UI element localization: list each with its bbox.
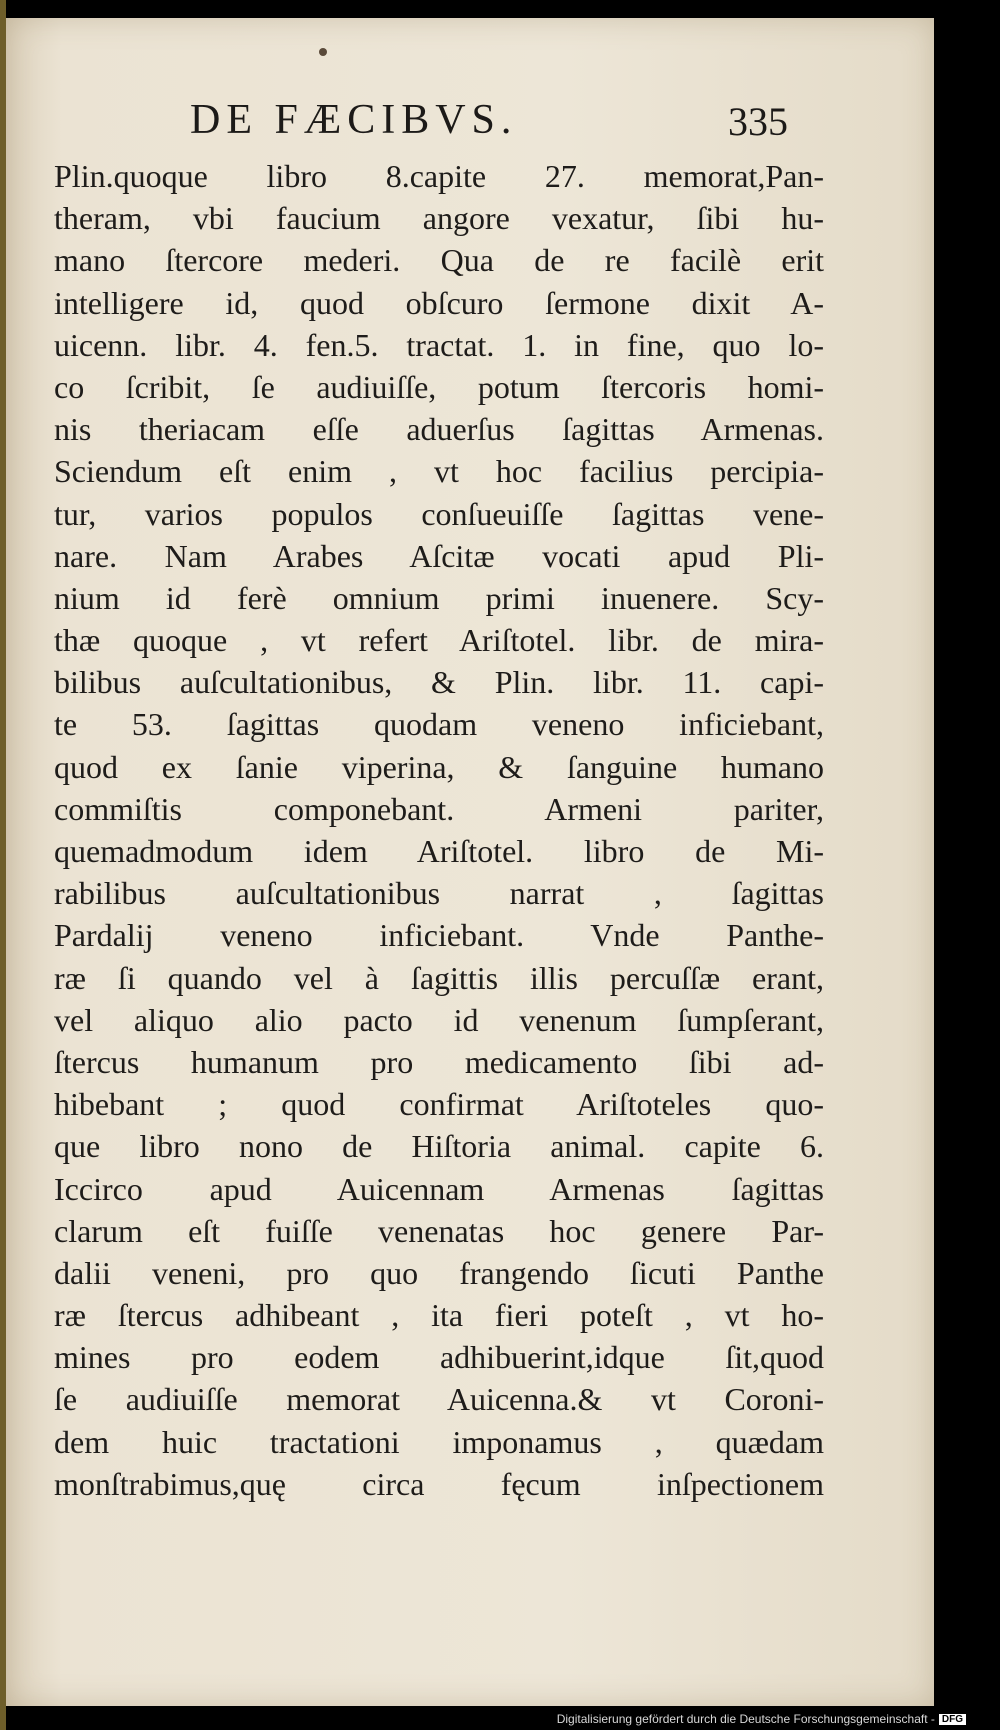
text-line: co ſcribit, ſe audiuiſſe, potum ſtercoris homi- [54, 368, 824, 405]
text-line: bilibus auſcultationibus, & Plin. libr. 11. capi- [54, 664, 824, 701]
text-line: thæ quoque , vt refert Ariſtotel. libr. de mira- [54, 622, 824, 659]
text-line: te 53. ſagittas quodam veneno inficiebant, [54, 706, 824, 743]
text-line: ræ ſi quando vel à ſagittis illis percuſſæ erant, [54, 959, 824, 996]
text-line: quod ex ſanie viperina, & ſanguine humano [54, 748, 824, 785]
text-line: mines pro eodem adhibuerint,idque ſit,quod [54, 1339, 824, 1376]
text-line: nare. Nam Arabes Aſcitæ vocati apud Pli- [54, 537, 824, 574]
text-line: tur, varios populos conſueuiſſe ſagittas vene- [54, 495, 824, 532]
text-line: quemadmodum idem Ariſtotel. libro de Mi- [54, 833, 824, 869]
body-text [54, 155, 824, 1505]
text-line: Pardalij veneno inficiebant. Vnde Panthe- [54, 917, 824, 954]
text-line: intelligere id, quod obſcuro ſermone dixit A- [54, 284, 824, 321]
text-line: clarum eſt fuiſſe venenatas hoc genere Par- [54, 1212, 824, 1249]
text-line: ræ ſtercus adhibeant , ita fieri poteſt , vt ho- [54, 1297, 824, 1334]
text-line: rabilibus auſcultationibus narrat , ſagittas [54, 875, 824, 912]
text-line: dalii veneni, pro quo frangendo ſicuti Panthe [54, 1254, 824, 1291]
text-line: commiſtis componebant. Armeni pariter, [54, 790, 824, 827]
text-line: monſtrabimus,quę circa fęcum inſpectionem [54, 1465, 824, 1502]
running-head: DE FÆCIBVS. [190, 97, 518, 143]
digitization-credit [557, 1712, 966, 1726]
text-line: ſe audiuiſſe memorat Auicenna.& vt Coroni- [54, 1381, 824, 1418]
text-line: vel aliquo alio pacto id venenum ſumpſerant, [54, 1001, 824, 1038]
digitization-credit-text: Digitalisierung gefördert durch die Deutsche Forschungsgemeinschaft - [556, 1712, 935, 1726]
text-line: Plin.quoque libro 8.capite 27. memorat,Pan- [54, 158, 824, 194]
book-page [6, 18, 934, 1706]
text-line: dem huic tractationi imponamus , quædam [54, 1423, 824, 1460]
text-line: que libro nono de Hiſtoria animal. capite 6. [54, 1128, 824, 1165]
text-line: mano ſtercore mederi. Qua de re facilè erit [54, 242, 824, 279]
text-line: hibebant ; quod confirmat Ariſtoteles quo- [54, 1086, 824, 1123]
ink-dot-ornament [319, 48, 327, 56]
text-line: nis theriacam eſſe aduerſus ſagittas Armenas. [54, 411, 824, 448]
text-line: ſtercus humanum pro medicamento ſibi ad- [54, 1043, 824, 1080]
text-line: uicenn. libr. 4. fen.5. tractat. 1. in fine, quo lo- [54, 326, 824, 363]
text-line: theram, vbi faucium angore vexatur, ſibi hu- [54, 200, 824, 237]
dfg-logo: DFG [939, 1714, 966, 1725]
page-number: 335 [728, 99, 788, 144]
text-line: Sciendum eſt enim , vt hoc facilius percipia- [54, 453, 824, 490]
text-line: nium id ferè omnium primi inuenere. Scy- [54, 579, 824, 616]
text-line: Iccirco apud Auicennam Armenas ſagittas [54, 1170, 824, 1207]
